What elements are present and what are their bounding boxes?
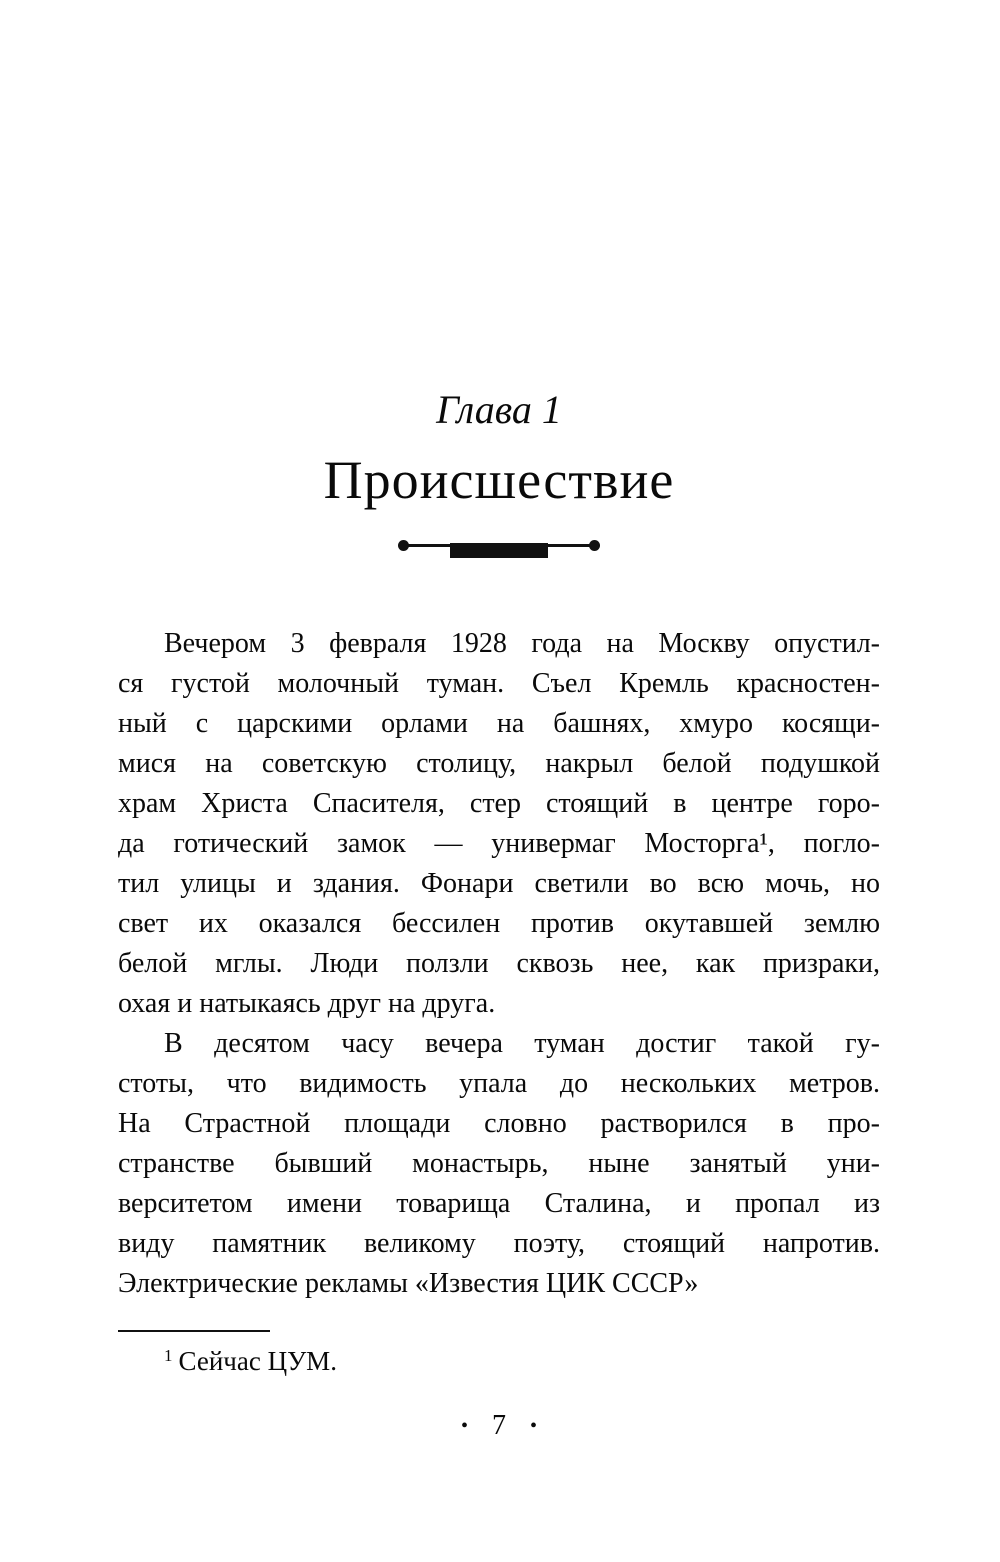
- footnote: [118, 1344, 880, 1382]
- text-line: свет их оказался бессилен против окутавшей землю: [118, 908, 880, 939]
- chapter-title: Происшествие: [323, 450, 675, 510]
- text-line: виду памятник великому поэту, стоящий напротив.: [118, 1228, 880, 1259]
- body-paragraph: [118, 1024, 880, 1304]
- text-line: да готический замок — универмаг Мосторга¹, погло-: [118, 828, 880, 859]
- text-line: храм Христа Спасителя, стер стоящий в центре горо-: [118, 788, 880, 819]
- text-line: стоты, что видимость упала до нескольких метров.: [118, 1068, 880, 1099]
- divider-dot-right: [589, 540, 600, 551]
- page-number: [118, 1410, 880, 1442]
- text-line: белой мглы. Люди ползли сквозь нее, как призраки,: [118, 948, 880, 979]
- body-paragraph: [118, 624, 880, 1024]
- chapter-divider-ornament: [398, 534, 600, 562]
- text-line: В десятом часу вечера туман достиг такой гу-: [164, 1028, 880, 1059]
- page-number-value: 7: [492, 1410, 506, 1441]
- text-line: На Страстной площади словно растворился в про-: [118, 1108, 880, 1139]
- text-line: ся густой молочный туман. Съел Кремль красностен-: [118, 668, 880, 699]
- page-number-dot-left: •: [460, 1415, 468, 1437]
- divider-bar: [450, 543, 548, 558]
- chapter-label: Глава 1: [436, 387, 562, 432]
- text-line: мися на советскую столицу, накрыл белой подушкой: [118, 748, 880, 779]
- text-line: тил улицы и здания. Фонари светили во всю мочь, но: [118, 868, 880, 899]
- page-number-dot-right: •: [530, 1415, 538, 1437]
- text-line: охая и натыкаясь друг на друга.: [118, 988, 496, 1019]
- body-text: [118, 624, 880, 1304]
- text-line: ный с царскими орлами на башнях, хмуро косящи-: [118, 708, 880, 739]
- text-line: верситетом имени товарища Сталина, и пропал из: [118, 1188, 880, 1219]
- text-line: Электрические рекламы «Известия ЦИК СССР»: [118, 1268, 699, 1299]
- footnote-text: Сейчас ЦУМ.: [178, 1346, 337, 1376]
- text-line: странстве бывший монастырь, ныне занятый уни-: [118, 1148, 880, 1179]
- divider-dot-left: [398, 540, 409, 551]
- footnote-separator: [118, 1330, 270, 1332]
- text-line: Вечером 3 февраля 1928 года на Москву опустил-: [164, 628, 880, 659]
- footnote-marker: 1: [164, 1345, 173, 1365]
